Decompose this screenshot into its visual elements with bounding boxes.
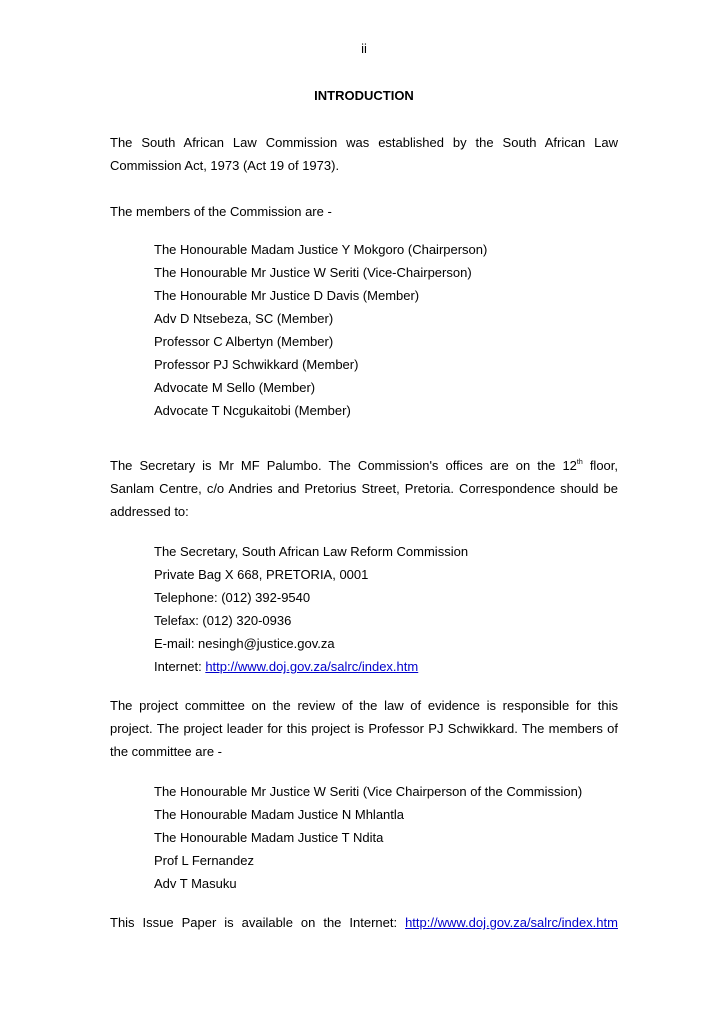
commission-members-list bbox=[154, 238, 487, 422]
secretary-text-continued: floor, Sanlam Centre, c/o Andries and Pretorius Street, Pretoria. Correspondence should be addressed to: bbox=[110, 458, 619, 519]
availability-word: on bbox=[300, 915, 316, 930]
list-item: The Honourable Mr Justice W Seriti (Vice-Chairperson) bbox=[154, 265, 472, 280]
telephone-line: Telephone: (012) 392-9540 bbox=[154, 590, 311, 605]
committee-paragraph: The project committee on the review of the law of evidence is responsible for this project. The project leader for this project is Professor PJ Schwikkard. The members of the committee are - bbox=[110, 698, 618, 759]
committee-members-list bbox=[154, 780, 582, 895]
availability-link[interactable]: http://www.doj.gov.za/salrc/index.htm bbox=[405, 915, 618, 930]
internet-line bbox=[154, 655, 468, 678]
secretary-paragraph bbox=[110, 454, 618, 523]
establishment-paragraph: The South African Law Commission was established by the South African Law Commission Act, 1973 (Act 19 of 1973). bbox=[110, 135, 618, 173]
availability-word: Paper bbox=[181, 915, 217, 930]
list-item: Professor PJ Schwikkard (Member) bbox=[154, 357, 359, 372]
address-line: Private Bag X 668, PRETORIA, 0001 bbox=[154, 567, 369, 582]
ordinal-superscript: th bbox=[576, 459, 583, 466]
list-item: Advocate T Ncgukaitobi (Member) bbox=[154, 403, 351, 418]
secretary-text: The Secretary is Mr MF Palumbo. The Commission's offices are on the 12 bbox=[110, 458, 577, 473]
page-number: ii bbox=[361, 41, 367, 56]
list-item: The Honourable Madam Justice N Mhlantla bbox=[154, 807, 405, 822]
availability-word: This bbox=[110, 915, 135, 930]
availability-word: available bbox=[241, 915, 293, 930]
list-item: The Honourable Madam Justice Y Mokgoro (Chairperson) bbox=[154, 242, 488, 257]
list-item: The Honourable Mr Justice W Seriti (Vice Chairperson of the Commission) bbox=[154, 784, 583, 799]
email-line: E-mail: nesingh@justice.gov.za bbox=[154, 636, 335, 651]
internet-link[interactable]: http://www.doj.gov.za/salrc/index.htm bbox=[205, 659, 419, 674]
list-item: Adv D Ntsebeza, SC (Member) bbox=[154, 311, 334, 326]
list-item: The Honourable Mr Justice D Davis (Member) bbox=[154, 288, 420, 303]
availability-word: the bbox=[323, 915, 342, 930]
internet-label: Internet: bbox=[154, 659, 206, 674]
availability-word: Issue bbox=[142, 915, 174, 930]
page-title: INTRODUCTION bbox=[314, 88, 414, 103]
list-item: Prof L Fernandez bbox=[154, 853, 254, 868]
list-item: Adv T Masuku bbox=[154, 876, 237, 891]
list-item: The Honourable Madam Justice T Ndita bbox=[154, 830, 384, 845]
telefax-line: Telefax: (012) 320-0936 bbox=[154, 613, 292, 628]
availability-word: Internet: bbox=[349, 915, 398, 930]
availability-word: is bbox=[224, 915, 234, 930]
list-item: Advocate M Sello (Member) bbox=[154, 380, 316, 395]
address-block bbox=[154, 540, 468, 678]
address-line: The Secretary, South African Law Reform Commission bbox=[154, 544, 469, 559]
availability-line bbox=[110, 915, 618, 930]
members-intro: The members of the Commission are - bbox=[110, 204, 332, 219]
list-item: Professor C Albertyn (Member) bbox=[154, 334, 334, 349]
